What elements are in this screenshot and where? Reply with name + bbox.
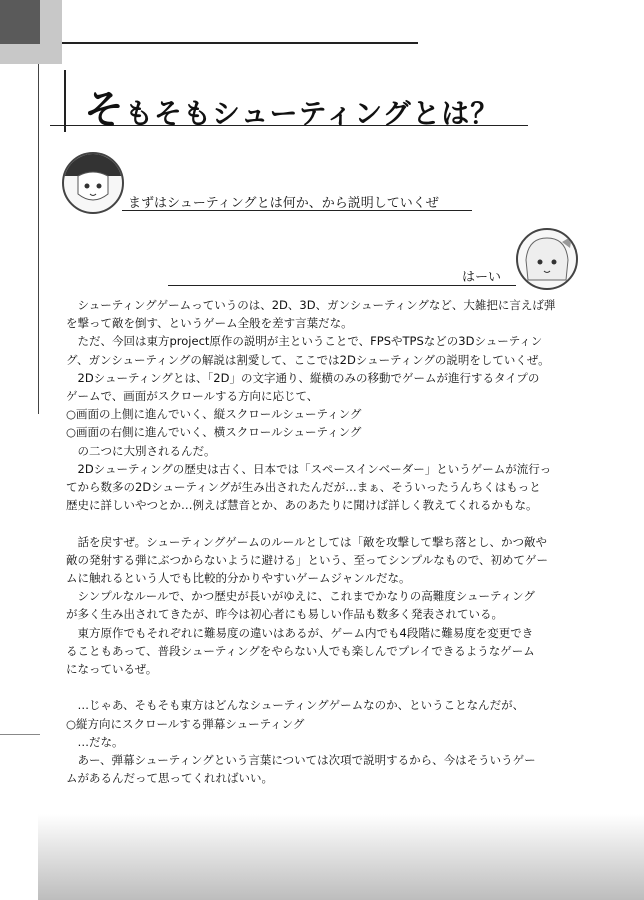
body-line: ゲームで、画面がスクロールする方向に応じて、 <box>66 389 319 404</box>
body-line: 2Dシューティングとは、「2D」の文字通り、縦横のみの移動でゲームが進行するタイプの <box>66 370 540 385</box>
character-face-icon <box>64 154 122 212</box>
body-line: が多く生み出されてきたが、昨今は初心者にも易しい作品も数多く発表されている。 <box>66 607 503 622</box>
header-rule <box>62 42 418 44</box>
body-line: の二つに大別されるんだ。 <box>66 443 216 458</box>
left-margin-tick <box>0 734 40 735</box>
avatar-reimu <box>516 228 578 290</box>
body-line: 歴史に詳しいやつとか…例えば慧音とか、あのあたりに聞けば詳しく教えてくれるかもな。 <box>66 498 538 513</box>
page-title-rest: もそもシューティングとは？ <box>125 97 500 130</box>
body-line: になっているぜ。 <box>66 662 158 677</box>
body-line: 敵の発射する弾にぶつからないように避ける」という、至ってシンプルなもので、初めてゲー <box>66 552 549 567</box>
body-line: シンプルなルールで、かつ歴史が長いがゆえに、これまでかなりの高難度シューティング <box>66 589 535 604</box>
paragraph-gap <box>66 678 586 696</box>
body-line: ただ、今回は東方project原作の説明が主ということで、FPSやTPSなどの3Dシューティン <box>66 334 543 349</box>
body-line: 話を戻すぜ。シューティングゲームのルールとしては「敵を攻撃して撃ち落とし、かつ敵や <box>66 534 548 549</box>
page-title <box>84 78 499 135</box>
body-line: …じゃあ、そもそも東方はどんなシューティングゲームなのか、ということなんだが、 <box>66 698 525 713</box>
body-line: シューティングゲームっていうのは、2D、3D、ガンシューティングなど、大雑把に言えば弾 <box>66 298 556 312</box>
body-line: ○画面の上側に進んでいく、縦スクロールシューティング <box>66 407 362 422</box>
body-line: ることもあって、普段シューティングをやらない人でも楽しんでプレイできるようなゲーム <box>66 643 535 658</box>
corner-block-dark <box>0 0 40 44</box>
avatar-marisa <box>62 152 124 214</box>
body-text <box>66 296 586 787</box>
character-face-icon <box>518 230 576 288</box>
body-line: 2Dシューティングの歴史は古く、日本では「スペースインベーダー」というゲームが流行っ <box>66 461 552 476</box>
body-line: てから数多の2Dシューティングが生み出されたんだが…まぁ、そういったうんちくはもっと <box>66 480 541 495</box>
body-line: ○縦方向にスクロールする弾幕シューティング <box>66 716 305 731</box>
paragraph-gap <box>66 514 586 532</box>
left-margin-rule <box>38 64 39 414</box>
body-line: 東方原作でもそれぞれに難易度の違いはあるが、ゲーム内でも4段階に難易度を変更でき <box>66 625 534 640</box>
body-line: を撃って敵を倒す、というゲーム全般を差す言葉だな。 <box>66 316 353 331</box>
title-vertical-rule <box>64 70 66 132</box>
body-line: グ、ガンシューティングの解説は割愛して、ここでは2Dシューティングの説明をしていくぜ。 <box>66 352 550 367</box>
page-title-first-char: そ <box>84 87 125 133</box>
corner-block-light-horizontal <box>0 44 62 64</box>
body-line: ムがあるんだって思ってくれればいい。 <box>66 771 273 786</box>
bottom-gradient <box>38 814 644 900</box>
dialogue-rule-2 <box>168 285 516 286</box>
dialogue-line-1: まずはシューティングとは何か、から説明していくぜ <box>128 196 439 211</box>
dialogue-line-2: はーい <box>462 270 502 285</box>
body-line: ムに触れるという人でも比較的分かりやすいゲームジャンルだな。 <box>66 571 411 586</box>
body-line: あー、弾幕シューティングという言葉については次項で説明するから、今はそういうゲー <box>66 753 536 768</box>
body-line: ○画面の右側に進んでいく、横スクロールシューティング <box>66 425 362 440</box>
body-line: …だな。 <box>66 734 124 749</box>
